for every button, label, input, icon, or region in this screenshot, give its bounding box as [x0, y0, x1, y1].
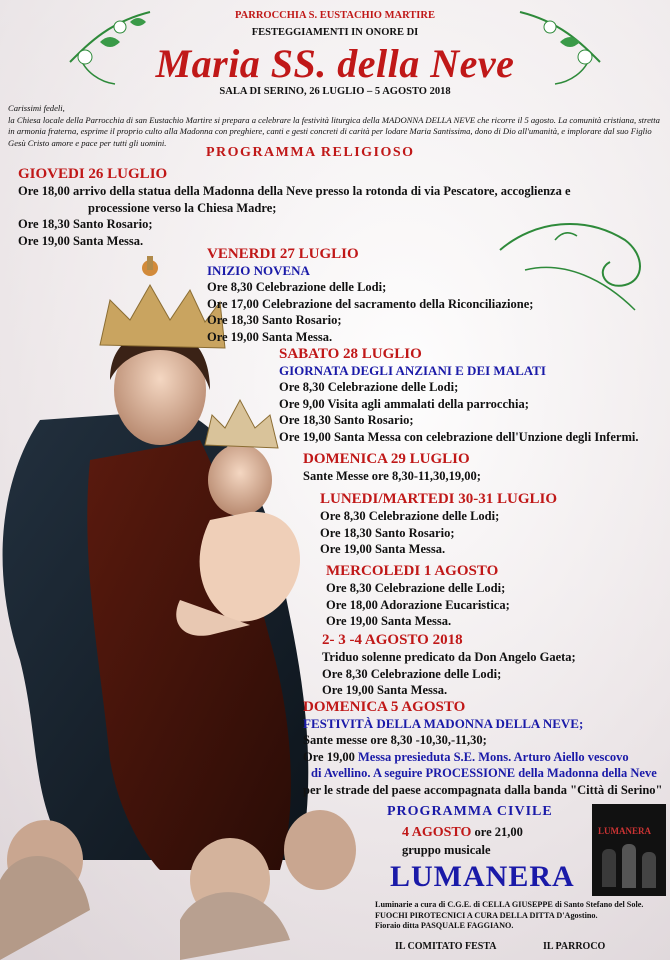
day-block-triduo	[322, 632, 576, 699]
schedule-line: Ore 19,00 Santa Messa.	[207, 329, 333, 344]
schedule-line: Ore 8,30 Celebrazione delle Lodi;	[320, 509, 500, 523]
day-block-giovedi	[18, 166, 571, 249]
day-block-sabato	[279, 346, 638, 445]
signature-priest: IL PARROCO	[543, 941, 606, 952]
day-block-lunedi-martedi	[320, 491, 557, 558]
schedule-line: Sante messe ore 8,30 -10,30,-11,30;	[303, 733, 487, 747]
intro-text: la Chiesa locale della Parrocchia di san Eustachio Martire si prepara a celebrare la festività liturgica della MADONNA DELLA NEVE che ricorre il 5 agosto. La comunità cristiana, stretta in armonia fraterna, esprime il proprio culto alla Madonna con preghiere, canti e gesti concreti di carità per lodare Maria Santissima, dono di Dio all'umanità, e implorare dal suo Figlio Gesù Cristo amore e pace per tutti gli uomini.	[8, 114, 660, 148]
schedule-line: Ore 19,00 Messa presieduta S.E. Mons. Arturo Aiello vescovo	[303, 749, 629, 764]
day-title: VENERDI 27 LUGLIO	[207, 246, 359, 262]
day-subtitle: INIZIO NOVENA	[207, 263, 310, 278]
schedule-line: Ore 19,00 Santa Messa.	[326, 614, 452, 629]
day-subtitle: GIORNATA DEGLI ANZIANI E DEI MALATI	[279, 363, 546, 378]
band-photo	[592, 804, 666, 896]
schedule-line: Sante Messe ore 8,30-11,30,19,00;	[303, 469, 481, 483]
band-photo-logo: LUMANERA	[598, 826, 651, 836]
day-block-domenica-5	[303, 699, 663, 798]
civil-group-label: gruppo musicale	[402, 842, 491, 857]
schedule-line: Ore 18,30 Santo Rosario;	[320, 525, 455, 540]
schedule-line: Ore 18,30 Santo Rosario;	[18, 217, 153, 232]
day-title: GIOVEDI 26 LUGLIO	[18, 166, 168, 182]
credit-lights: Luminarie a cura di C.G.E. di CELLA GIUSEPPE di Santo Stefano del Sole.	[375, 900, 644, 909]
celebration-subtitle: FESTEGGIAMENTI IN ONORE DI	[251, 27, 419, 38]
schedule-line: di Avellino. A seguire PROCESSIONE della Madonna della Neve	[311, 766, 657, 781]
schedule-line: Ore 9,00 Visita agli ammalati della parrocchia;	[279, 396, 529, 411]
day-title: DOMENICA 5 AGOSTO	[303, 699, 466, 715]
schedule-line: Ore 8,30 Celebrazione delle Lodi;	[322, 666, 502, 681]
schedule-line: Ore 19,00 Santa Messa.	[320, 542, 446, 557]
schedule-line: Ore 19,00 Santa Messa.	[18, 233, 144, 248]
intro-greeting: Carissimi fedeli,	[8, 103, 65, 113]
civil-program-heading: PROGRAMMA CIVILE	[387, 804, 553, 819]
schedule-line: Ore 18,30 Santo Rosario;	[279, 413, 414, 428]
band-name: LUMANERA	[390, 860, 575, 893]
day-block-mercoledi	[326, 563, 510, 630]
signature-committee: IL COMITATO FESTA	[395, 941, 497, 952]
schedule-line: Ore 18,00 arrivo della statua della Madonna della Neve presso la rotonda di via Pescatore, accoglienza e	[18, 184, 571, 198]
schedule-line: Ore 18,30 Santo Rosario;	[207, 313, 342, 328]
civil-date: 4 AGOSTO	[402, 825, 472, 840]
credits	[375, 900, 665, 932]
schedule-line: per le strade del paese accompagnata dalla banda "Città di Serino"	[303, 782, 663, 797]
location-dates: SALA DI SERINO, 26 LUGLIO – 5 AGOSTO 2018	[219, 86, 451, 97]
page-title: Maria SS. della Neve	[155, 41, 515, 86]
religious-program-heading: PROGRAMMA RELIGIOSO	[206, 145, 415, 160]
civil-time: ore 21,00	[474, 825, 523, 839]
day-block-venerdi	[207, 246, 533, 345]
day-title: LUNEDI/MARTEDI 30-31 LUGLIO	[320, 491, 557, 507]
day-block-domenica-29	[303, 451, 481, 485]
day-title: 2- 3 -4 AGOSTO 2018	[322, 632, 463, 648]
day-title: SABATO 28 LUGLIO	[279, 346, 422, 362]
schedule-line: Ore 8,30 Celebrazione delle Lodi;	[207, 280, 387, 294]
intro-letter	[8, 103, 663, 149]
schedule-line: Ore 8,30 Celebrazione delle Lodi;	[326, 581, 506, 595]
schedule-line: Ore 8,30 Celebrazione delle Lodi;	[279, 380, 459, 394]
parish-name: PARROCCHIA S. EUSTACHIO MARTIRE	[235, 10, 435, 21]
schedule-line: Ore 18,00 Adorazione Eucaristica;	[326, 597, 510, 612]
credit-fireworks: FUOCHI PIROTECNICI A CURA DELLA DITTA D'Agostino.	[375, 910, 598, 920]
day-title: MERCOLEDI 1 AGOSTO	[326, 563, 499, 579]
schedule-line: processione verso la Chiesa Madre;	[88, 200, 277, 215]
day-subtitle: FESTIVITÀ DELLA MADONNA DELLA NEVE;	[303, 716, 584, 731]
schedule-line: Ore 19,00 Santa Messa.	[322, 683, 448, 698]
schedule-line: Ore 19,00 Santa Messa con celebrazione dell'Unzione degli Infermi.	[279, 429, 639, 444]
day-title: DOMENICA 29 LUGLIO	[303, 451, 470, 467]
credit-flowers: Fioraio ditta PASQUALE FAGGIANO.	[375, 921, 514, 930]
schedule-line: Triduo solenne predicato da Don Angelo Gaeta;	[322, 650, 576, 664]
civil-event	[402, 824, 523, 858]
schedule-line: Ore 17,00 Celebrazione del sacramento della Riconciliazione;	[207, 296, 534, 311]
